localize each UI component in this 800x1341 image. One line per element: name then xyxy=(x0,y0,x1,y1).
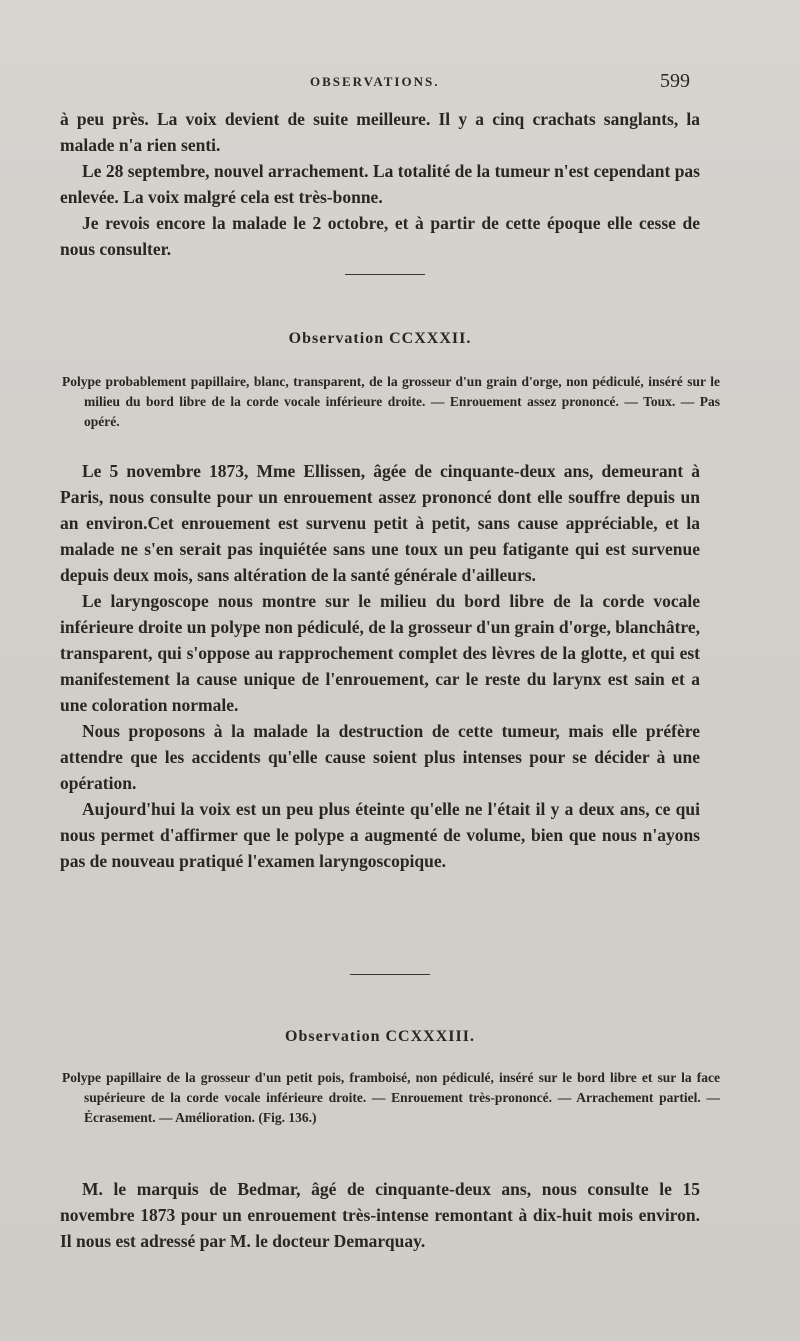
paragraph: Je revois encore la malade le 2 octobre, et à partir de cette époque elle cesse de nous consulter. xyxy=(60,213,700,259)
continuation-text xyxy=(60,106,700,262)
observation-body xyxy=(60,458,700,874)
paragraph: Aujourd'hui la voix est un peu plus éteinte qu'elle ne l'était il y a deux ans, ce qui nous permet d'affirmer que le polype a augmenté de volume, bien que nous n'ayons pas de nouveau pratiqué l'examen laryngoscopique. xyxy=(60,799,700,871)
paragraph: Le 5 novembre 1873, Mme Ellissen, âgée de cinquante-deux ans, demeurant à Paris, nous consulte pour un enrouement assez prononcé dont elle souffre depuis un an environ.Cet enrouement est survenu petit à petit, sans cause appréciable, et la malade ne s'en serait pas inquiétée sans une toux un peu fatigante qui est survenue depuis deux mois, sans altération de la santé générale d'ailleurs. xyxy=(60,461,700,585)
paragraph: Le laryngoscope nous montre sur le milieu du bord libre de la corde vocale inférieure droite un polype non pédiculé, de la grosseur d'un grain d'orge, blanchâtre, transparent, qui s'oppose au rapprochement complet des lèvres de la glotte, et qui est manifestement la cause unique de l'enrouement, car le reste du larynx est sain et a une coloration normale. xyxy=(60,591,700,715)
observation-title: Observation CCXXXII. xyxy=(288,330,472,347)
paragraph: Le 28 septembre, nouvel arrachement. La totalité de la tumeur n'est cependant pas enlevée. La voix malgré cela est très-bonne. xyxy=(60,161,700,207)
page-header xyxy=(60,70,700,100)
section-divider xyxy=(350,974,430,975)
paragraph: Nous proposons à la malade la destruction de cette tumeur, mais elle préfère attendre que les accidents qu'elle cause soient plus intenses pour se décider à une opération. xyxy=(60,721,700,793)
observation-body xyxy=(60,1176,700,1254)
paragraph: M. le marquis de Bedmar, âgé de cinquante-deux ans, nous consulte le 15 novembre 1873 pour un enrouement très-intense remontant à dix-huit mois environ. Il nous est adressé par M. le docteur Demarquay. xyxy=(60,1179,700,1251)
observation-title: Observation CCXXXIII. xyxy=(285,1028,475,1045)
observation-summary: Polype probablement papillaire, blanc, transparent, de la grosseur d'un grain d'orge, non pédiculé, inséré sur le milieu du bord libre de la corde vocale inférieure droite. — Enrouement assez prononcé. — Toux. — Pas opéré. xyxy=(62,374,720,429)
running-title: OBSERVATIONS. xyxy=(310,74,440,89)
section-divider xyxy=(345,274,425,275)
page-number: 599 xyxy=(660,70,690,92)
paragraph: à peu près. La voix devient de suite meilleure. Il y a cinq crachats sanglants, la malade n'a rien senti. xyxy=(60,109,700,155)
observation-summary: Polype papillaire de la grosseur d'un petit pois, framboisé, non pédiculé, inséré sur le bord libre et sur la face supérieure de la corde vocale inférieure droite. — Enrouement très-prononcé. — Arrachement partiel. — Écrasement. — Amélioration. (Fig. 136.) xyxy=(62,1070,720,1125)
